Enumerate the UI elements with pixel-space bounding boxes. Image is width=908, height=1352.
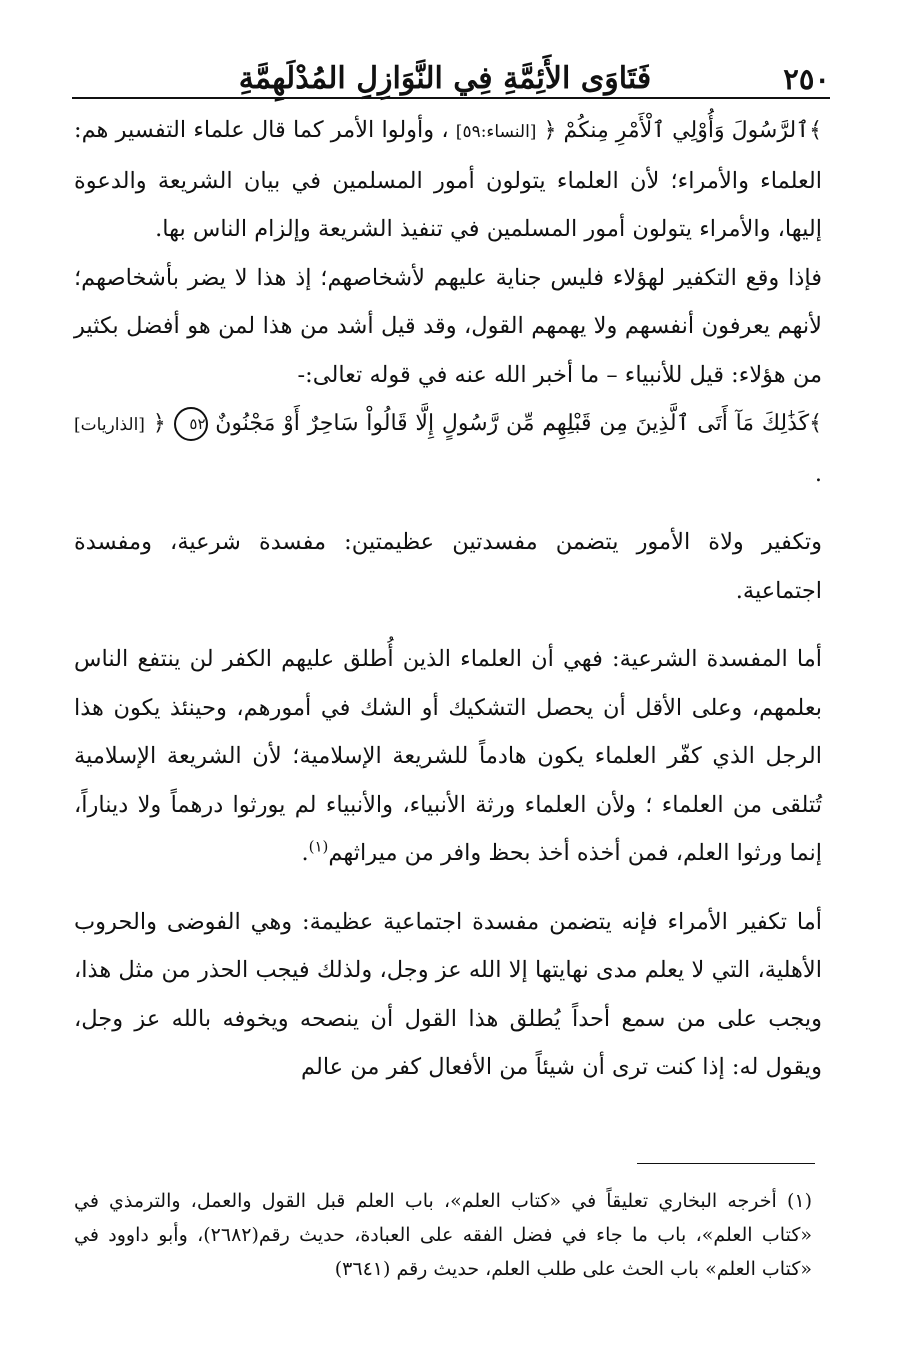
paragraph-1-text: ، وأولوا الأمر كما قال علماء التفسير هم: العلماء والأمراء؛ لأن العلماء يتولون أمور المسلمين في بيان الشريعة والدعوة إليها، والأمراء يتولون أمور المسلمين في تنفيذ الشريعة وإلزام الناس بها. bbox=[74, 117, 822, 242]
paragraph-4: أما المفسدة الشرعية: فهي أن العلماء الذين أُطلق عليهم الكفر لن ينتفع الناس بعلمهم، وعلى الأقل أن يحصل التشكيك أو الشك في أمورهم، وحينئذ يكون هذا الرجل الذي كفّر العلماء يكون هادماً للشريعة الإسلامية؛ لأن الشريعة الإسلامية تُتلقى من العلماء ؛ ولأن العلماء ورثة الأنبياء، والأنبياء لم يورثوا درهماً ولا ديناراً، إنما ورثوا العلم، فمن أخذه أخذ بحظ وافر من ميراثهم$^{(١)}$. bbox=[74, 646, 822, 866]
quran-quote-2: ﴾كَذَٰلِكَ مَآ أَتَى ٱلَّذِينَ مِن قَبْلِهِم مِّن رَّسُولٍ إِلَّا قَالُواْ سَاحِرٌ أَوْ مَجْنُونٌ ٥٢ ﴿ bbox=[153, 411, 822, 436]
quran-quote-1: ﴾ٱلرَّسُولَ وَأُوْلِي ٱلْأَمْرِ مِنكُمْ ﴿ bbox=[543, 118, 822, 143]
paragraph-1 bbox=[74, 106, 822, 254]
quran-bracket-open-icon: ﴿ bbox=[543, 118, 557, 143]
footnote-reference[interactable]: (١) bbox=[308, 837, 329, 856]
spacer bbox=[74, 498, 822, 518]
footnotes bbox=[74, 1184, 812, 1286]
header-divider bbox=[72, 97, 830, 99]
footnote-1: (١) أخرجه البخاري تعليقاً في «كتاب العلم»، باب العلم قبل القول والعمل، والترمذي في «كتاب العلم»، باب ما جاء في فضل الفقه على العبادة، حديث رقم(٢٦٨٢)، وأبو داوود في «كتاب العلم» باب الحث على طلب العلم، حديث رقم (٣٦٤١) bbox=[74, 1190, 812, 1280]
page-header bbox=[72, 34, 830, 94]
running-title: فَتَاوَى الأَئِمَّةِ فِي النَّوَازِلِ المُدْلَهِمَّةِ bbox=[238, 61, 652, 96]
quran-bracket-open-icon: ﴿ bbox=[152, 411, 166, 436]
page-number: ٢٥٠ bbox=[783, 62, 830, 96]
quran-bracket-close-icon: ﴾ bbox=[809, 411, 822, 436]
footnote-divider bbox=[637, 1163, 815, 1164]
quran-citation-2: [الذاريات] bbox=[74, 415, 145, 435]
quran-citation-1: [النساء:٥٩] bbox=[455, 122, 537, 142]
spacer bbox=[74, 878, 822, 898]
spacer bbox=[74, 615, 822, 635]
paragraph-5: أما تكفير الأمراء فإنه يتضمن مفسدة اجتماعية عظيمة: وهي الفوضى والحروب الأهلية، التي لا يعلم مدى نهايتها إلا الله عز وجل، ولذلك فيجب الحذر من مثل هذا، ويجب على من سمع أحداً يُطلق هذا القول أن ينصحه ويخوفه بالله عز وجل، ويقول له: إذا كنت ترى أن شيئاً من الأفعال كفر من عالم bbox=[74, 908, 822, 1080]
quran-bracket-close-icon: ﴾ bbox=[809, 118, 822, 143]
paragraph-3: وتكفير ولاة الأمور يتضمن مفسدتين عظيمتين: مفسدة شرعية، ومفسدة اجتماعية. bbox=[74, 529, 822, 604]
quran-verse-block: ﴾كَذَٰلِكَ مَآ أَتَى ٱلَّذِينَ مِن قَبْلِهِم مِّن رَّسُولٍ إِلَّا قَالُواْ سَاحِرٌ أَوْ مَجْنُونٌ ٥٢ ﴿ [الذاريات] . bbox=[74, 399, 822, 498]
paragraph-2: فإذا وقع التكفير لهؤلاء فليس جناية عليهم لأشخاصهم؛ إذ هذا لا يضر بأشخاصهم؛ لأنهم يعرفون أنفسهم ولا يهمهم القول، وقد قيل أشد من هذا لمن هو أفضل بكثير من هؤلاء: قيل للأنبياء – ما أخبر الله عنه في قوله تعالى:- bbox=[74, 264, 822, 388]
verse-number-icon: ٥٢ bbox=[174, 407, 208, 441]
page-body bbox=[74, 106, 822, 1092]
